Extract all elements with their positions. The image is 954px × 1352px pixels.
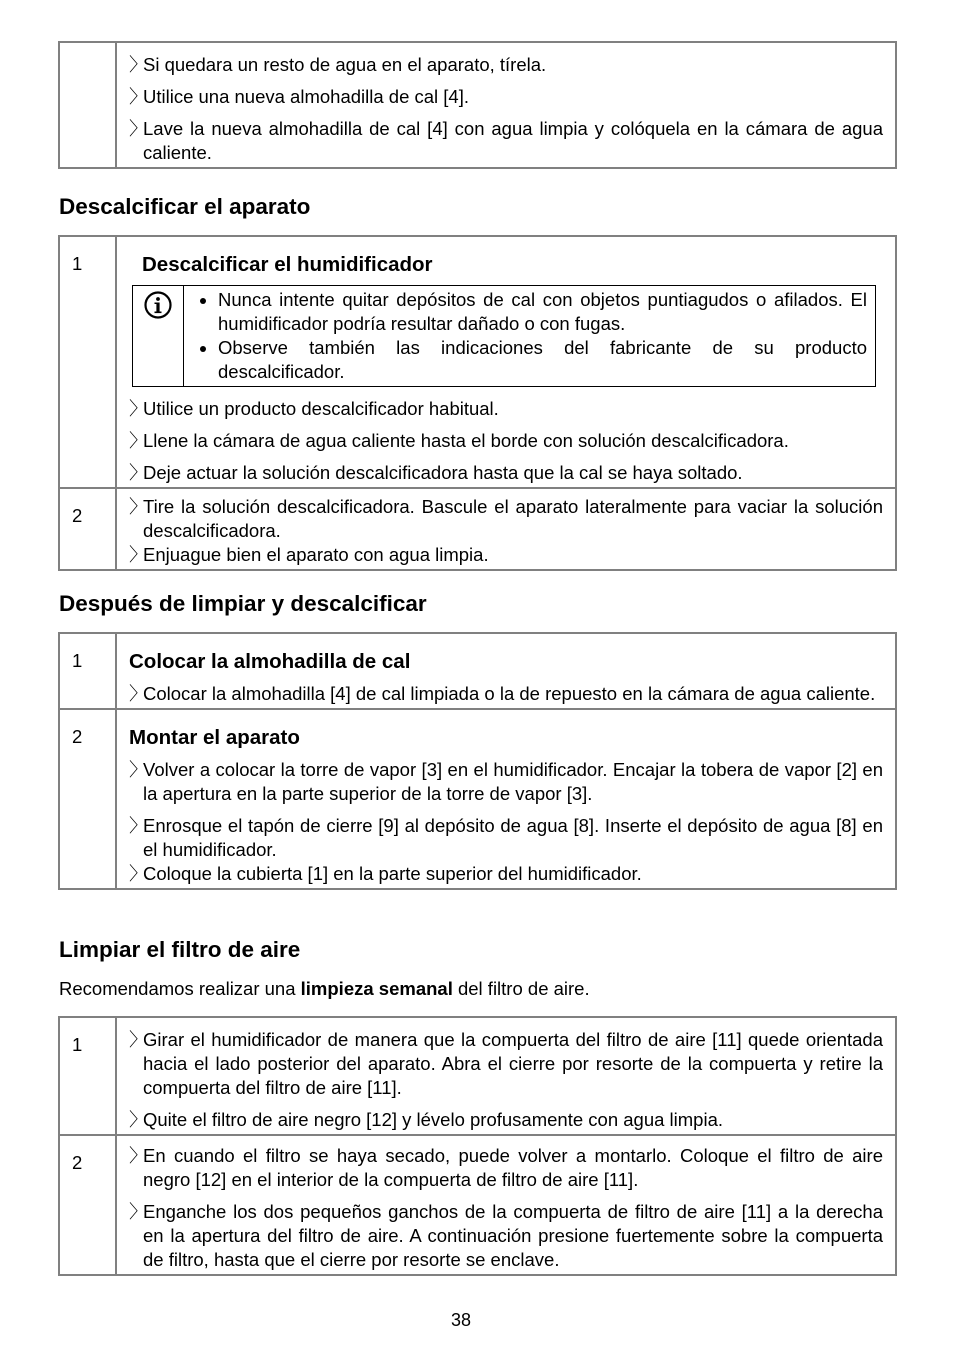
step-number: 2 (59, 709, 116, 889)
table-despues (58, 632, 897, 890)
table-row (59, 1017, 896, 1135)
table-row (59, 1135, 896, 1275)
step-number: 1 (59, 236, 116, 488)
step-subtitle: Colocar la almohadilla de cal (129, 650, 411, 673)
table-row (59, 488, 896, 570)
section-title-descalcificar: Descalcificar el aparato (59, 194, 311, 219)
table-row (59, 236, 896, 488)
step-number: 2 (59, 1135, 116, 1275)
section-title-despues: Después de limpiar y descalcificar (59, 591, 427, 616)
intro-text: Recomendamos realizar una limpieza semanal del filtro de aire. (59, 978, 590, 999)
list-item: 〉 Volver a colocar la torre de vapor [3] en el humidificador. Encajar la tobera de vapor [2] en la apertura en la parte superior de la torre de vapor [3]. (129, 759, 883, 804)
section-title-filtro: Limpiar el filtro de aire (59, 937, 301, 962)
note-item: • Nunca intente quitar depósitos de cal con objetos puntiagudos o afilados. El humidificador podría resultar dañado o con fugas. (218, 288, 867, 336)
step-number: 2 (59, 488, 116, 570)
table-row (59, 709, 896, 889)
step-number: 1 (59, 1017, 116, 1135)
note-item: • Observe también las indicaciones del fabricante de su producto descalcificador. (218, 336, 867, 384)
list-item: 〉 Lave la nueva almohadilla de cal [4] con agua limpia y colóquela en la cámara de agua caliente. (129, 118, 883, 163)
list-item: 〉 Utilice un producto descalcificador habitual. (129, 398, 499, 419)
list-item: 〉 Utilice una nueva almohadilla de cal [4]. (129, 86, 469, 107)
warning-note (132, 285, 876, 387)
list-item: 〉 Deje actuar la solución descalcificadora hasta que la cal se haya soltado. (129, 462, 743, 483)
step-subtitle: Montar el aparato (129, 726, 300, 749)
step-number (59, 42, 116, 168)
step-subtitle: Descalcificar el humidificador (142, 253, 433, 276)
table-row (59, 633, 896, 709)
list-item: 〉 Girar el humidificador de manera que la compuerta del filtro de aire [11] quede orientada hacia el lado posterior del aparato. Abra el cierre por resorte de la compuerta y retire la compuerta del filtro de aire [11]. (129, 1029, 883, 1098)
info-icon (133, 286, 184, 386)
list-item: 〉 Enjuague bien el aparato con agua limpia. (129, 544, 489, 565)
page-number: 38 (450, 1310, 472, 1330)
table-cleaning-continued (58, 41, 897, 169)
bullet-mark: 〉 (129, 54, 148, 75)
list-item: 〉 Enganche los dos pequeños ganchos de la compuerta de filtro de aire [11] a la derecha en la apertura del filtro de aire. A continuación presione fuertemente sobre la compuerta de filtro, hasta que el cierre por resorte se enclave. (129, 1201, 883, 1270)
list-item: 〉 Si quedara un resto de agua en el aparato, tírela. (129, 54, 547, 75)
list-item: 〉 Quite el filtro de aire negro [12] y lévelo profusamente con agua limpia. (129, 1109, 723, 1130)
list-item: 〉 Coloque la cubierta [1] en la parte superior del humidificador. (129, 863, 642, 884)
table-descalcificar (58, 235, 897, 571)
list-item: 〉 Llene la cámara de agua caliente hasta el borde con solución descalcificadora. (129, 430, 789, 451)
list-item: 〉 Tire la solución descalcificadora. Bascule el aparato lateralmente para vaciar la solución descalcificadora. (129, 496, 883, 541)
step-number: 1 (59, 633, 116, 709)
list-item: 〉 Colocar la almohadilla [4] de cal limpiada o la de repuesto en la cámara de agua caliente. (129, 683, 876, 704)
list-item: 〉 En cuando el filtro se haya secado, puede volver a montarlo. Coloque el filtro de aire negro [12] en el interior de la compuerta de filtro de aire [11]. (129, 1145, 883, 1190)
list-item: 〉 Enrosque el tapón de cierre [9] al depósito de agua [8]. Inserte el depósito de agua [8] en el humidificador. (129, 815, 883, 860)
table-filtro (58, 1016, 897, 1276)
table-row (59, 42, 896, 168)
